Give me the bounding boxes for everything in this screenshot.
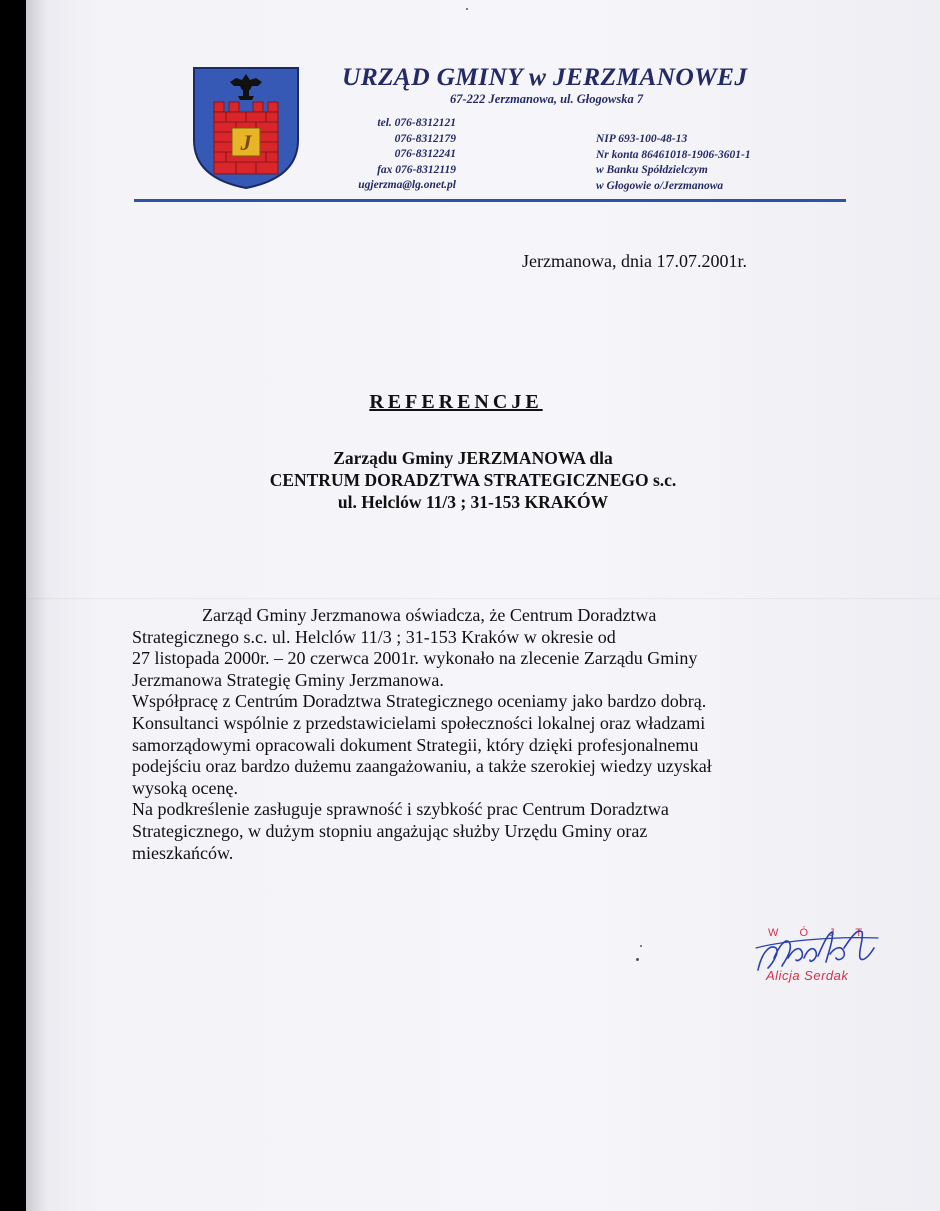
nip-line: NIP 693-100-48-13 [596,133,688,145]
account-line: Nr konta 86461018-1906-3601-1 [596,148,751,161]
document-title: REFERENCJE [369,391,543,413]
body-line: wysoką ocenę. [132,777,238,798]
svg-text:J: J [240,130,252,155]
office-name: URZĄD GMINY w JERZMANOWEJ [342,62,748,91]
body-line: Zarząd Gminy Jerzmanowa oświadcza, że Centrum Doradztwa [202,605,657,625]
paper-speck [466,8,468,10]
body-line: mieszkańców. [132,842,234,863]
coat-of-arms-icon [192,66,300,190]
phone-line: 076-8312179 [394,132,456,145]
phone-line: tel. 076-8312121 [377,117,456,129]
recipient-line: Zarządu Gminy JERZMANOWA dla [333,448,613,468]
email-line: ugjerzma@lg.onet.pl [358,179,456,191]
office-address: 67-222 Jerzmanowa, ul. Głogowska 7 [450,92,644,106]
recipient-line: ul. Helclów 11/3 ; 31-153 KRAKÓW [337,492,609,512]
body-line: samorządowymi opracowali dokument Strategii, który dzięki profesjonalnemu [132,734,699,755]
body-line: 27 listopada 2000r. – 20 czerwca 2001r. wykonało na zlecenie Zarządu Gminy [132,648,698,669]
recipient-heading [0,447,940,513]
body-line: Strategicznego, w dużym stopniu angażując służby Urzędu Gminy oraz [132,820,648,841]
body-line: Współpracę z Centrúm Doradztwa Strategicznego oceniamy jako bardzo dobrą. [132,691,707,712]
body-line: Na podkreślenie zasługuje sprawność i szybkość prac Centrum Doradztwa [132,799,669,820]
body-line: Konsultanci wspólnie z przedstawicielami społeczności lokalnej oraz władzami [132,712,706,733]
paper-speck [636,958,639,961]
paper-fold-line [26,598,940,600]
body-line: Strategicznego s.c. ul. Helclów 11/3 ; 31-153 Kraków w okresie od [132,626,616,647]
signature-stamp [748,918,888,988]
recipient-line: CENTRUM DORADZTWA STRATEGICZNEGO s.c. [269,470,677,490]
svg-text:W Ó J T: W Ó J T [768,927,872,939]
paper-speck [640,945,642,947]
bank-details [596,132,751,194]
bank-line: w Banku Spółdzielczym [596,164,708,176]
body-line: podejściu oraz bardzo dużemu zaangażowaniu, a także szerokiej wiedzy uzyskał [132,756,712,777]
letter-date: Jerzmanowa, dnia 17.07.2001r. [522,251,747,271]
svg-text:Alicja Serdak: Alicja Serdak [766,968,849,983]
header-divider [134,199,846,202]
phone-line: 076-8312241 [394,148,456,160]
bank-branch-line: w Głogowie o/Jerzmanowa [596,179,724,192]
contact-phones [358,116,456,194]
letter-body [132,605,852,864]
paper-edge-shadow [26,0,48,1211]
body-line: Jerzmanowa Strategię Gminy Jerzmanowa. [132,669,444,690]
fax-line: fax 076-8312119 [377,163,456,176]
